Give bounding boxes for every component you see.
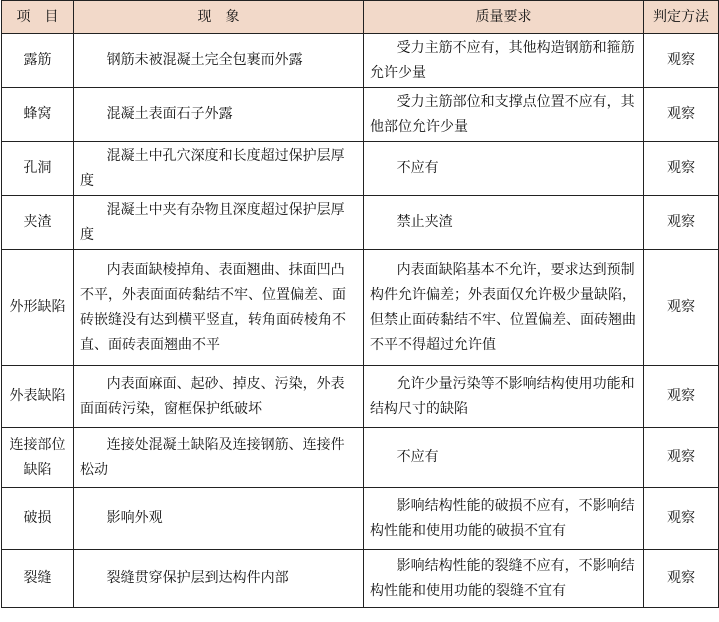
table-row	[2, 428, 719, 488]
table-row	[2, 488, 719, 550]
row-item: 露筋	[2, 34, 74, 88]
row-requirement: 受力主筋不应有，其他构造钢筋和箍筋允许少量	[364, 34, 644, 88]
row-requirement: 禁止夹渣	[364, 196, 644, 250]
table-row	[2, 88, 719, 142]
row-phenomenon: 混凝土中孔穴深度和长度超过保护层厚度	[74, 142, 364, 196]
header-requirement: 质量要求	[364, 1, 644, 34]
row-requirement: 不应有	[364, 428, 644, 488]
row-method: 观察	[644, 142, 719, 196]
table-row	[2, 142, 719, 196]
table-row	[2, 366, 719, 428]
row-phenomenon: 内表面缺棱掉角、表面翘曲、抹面凹凸不平，外表面面砖黏结不牢、位置偏差、面砖嵌缝没有达到横平竖直，转角面砖棱角不直、面砖表面翘曲不平	[74, 250, 364, 366]
row-phenomenon: 内表面麻面、起砂、掉皮、污染，外表面面砖污染，窗框保护纸破坏	[74, 366, 364, 428]
row-method: 观察	[644, 196, 719, 250]
row-item: 孔洞	[2, 142, 74, 196]
row-phenomenon: 混凝土中夹有杂物且深度超过保护层厚度	[74, 196, 364, 250]
header-method: 判定方法	[644, 1, 719, 34]
header-phenomenon: 现 象	[74, 1, 364, 34]
row-phenomenon: 影响外观	[74, 488, 364, 550]
row-method: 观察	[644, 34, 719, 88]
row-item: 裂缝	[2, 550, 74, 608]
row-item: 夹渣	[2, 196, 74, 250]
row-item: 外形缺陷	[2, 250, 74, 366]
row-phenomenon: 裂缝贯穿保护层到达构件内部	[74, 550, 364, 608]
quality-defect-table	[1, 0, 719, 608]
header-row	[2, 1, 719, 34]
row-item: 蜂窝	[2, 88, 74, 142]
table-row	[2, 196, 719, 250]
table-row	[2, 34, 719, 88]
row-method: 观察	[644, 428, 719, 488]
row-item: 破损	[2, 488, 74, 550]
row-method: 观察	[644, 366, 719, 428]
row-phenomenon: 连接处混凝土缺陷及连接钢筋、连接件松动	[74, 428, 364, 488]
header-item: 项 目	[2, 1, 74, 34]
row-requirement: 允许少量污染等不影响结构使用功能和结构尺寸的缺陷	[364, 366, 644, 428]
row-method: 观察	[644, 488, 719, 550]
row-item: 连接部位缺陷	[2, 428, 74, 488]
table-row	[2, 250, 719, 366]
row-item: 外表缺陷	[2, 366, 74, 428]
table-row	[2, 550, 719, 608]
row-requirement: 不应有	[364, 142, 644, 196]
row-requirement: 影响结构性能的裂缝不应有，不影响结构性能和使用功能的裂缝不宜有	[364, 550, 644, 608]
row-requirement: 受力主筋部位和支撑点位置不应有，其他部位允许少量	[364, 88, 644, 142]
row-requirement: 影响结构性能的破损不应有，不影响结构性能和使用功能的破损不宜有	[364, 488, 644, 550]
row-method: 观察	[644, 250, 719, 366]
row-method: 观察	[644, 550, 719, 608]
row-phenomenon: 钢筋未被混凝土完全包裹而外露	[74, 34, 364, 88]
row-phenomenon: 混凝土表面石子外露	[74, 88, 364, 142]
row-requirement: 内表面缺陷基本不允许，要求达到预制构件允许偏差；外表面仅允许极少量缺陷，但禁止面砖黏结不牢、位置偏差、面砖翘曲不平不得超过允许值	[364, 250, 644, 366]
row-method: 观察	[644, 88, 719, 142]
